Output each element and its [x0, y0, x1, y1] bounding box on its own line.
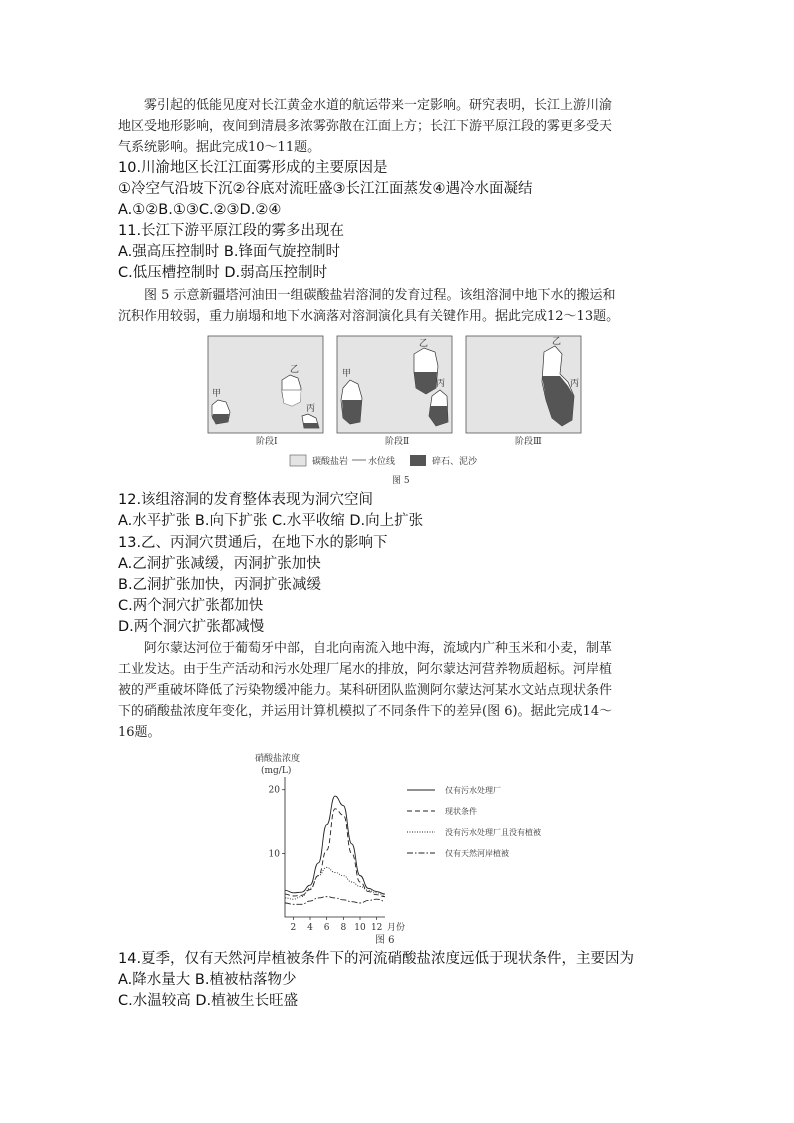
question-stem: 14.夏季，仅有天然河岸植被条件下的河流硝酸盐浓度远低于现状条件，主要因为 — [118, 951, 635, 967]
figure-6-nitrate-chart — [255, 745, 545, 945]
y-tick-label: 10 — [268, 849, 280, 860]
question-14 — [118, 949, 698, 1012]
intro-paragraph-fog — [118, 95, 688, 158]
question-option-b: B.乙洞扩张加快，丙洞扩张减缓 — [118, 577, 322, 593]
stage-3-label: 阶段Ⅲ — [515, 437, 542, 447]
question-option-c: C.两个洞穴扩张都加快 — [118, 598, 264, 614]
x-tick-label: 2 — [290, 923, 297, 933]
figure-5-caption: 图 5 — [392, 476, 410, 486]
question-items: ①冷空气沿坡下沉②谷底对流旺盛③长江江面蒸发④遇冷水面凝结 — [118, 181, 533, 197]
x-tick-label: 8 — [340, 923, 347, 933]
question-12 — [118, 490, 698, 532]
question-options: A.水平扩张 B.向下扩张 C.水平收缩 D.向上扩张 — [118, 513, 424, 529]
text-line: 沉积作用较弱，重力崩塌和地下水滴落对溶洞演化具有关键作用。据此完成12～13题。 — [118, 309, 620, 324]
question-options: A.强高压控制时 B.锋面气旋控制时 — [118, 244, 340, 260]
text-line: 地区受地形影响，夜间到清晨多浓雾弥散在江面上方；长江下游平原江段的雾更多受天 — [118, 119, 613, 134]
question-option-a: A.乙洞扩张减缓，丙洞扩张加快 — [118, 556, 321, 572]
chart-xlabel: 月份 — [387, 923, 406, 933]
label-yi: 乙 — [419, 339, 429, 349]
intro-paragraph-river — [118, 638, 688, 743]
label-bing: 丙 — [436, 379, 446, 389]
stage-1-panel — [208, 336, 323, 433]
legend-rock-label: 碳酸盐岩 — [312, 457, 349, 467]
question-options: C.水温较高 D.植被生长旺盛 — [118, 993, 299, 1009]
chart-ylabel: 硝酸盐浓度 — [255, 754, 301, 764]
legend-debris-label: 碎石、泥沙 — [432, 457, 478, 467]
question-13 — [118, 533, 698, 638]
question-options: A.降水量大 B.植被枯落物少 — [118, 972, 297, 988]
question-11 — [118, 221, 698, 284]
series-line-2 — [285, 809, 385, 897]
intro-paragraph-cave — [118, 285, 688, 327]
text-line: 阿尔蒙达河位于葡萄牙中部，自北向南流入地中海，流域内广种玉米和小麦，制革 — [144, 641, 613, 656]
legend-label: 现状条件 — [445, 807, 477, 816]
chart-plot-area — [269, 777, 405, 933]
label-bing: 丙 — [306, 404, 316, 414]
legend-debris-swatch — [410, 455, 426, 466]
text-line: 下的硝酸盐浓度年变化，并运用计算机模拟了不同条件下的差异(图 6)。据此完成14～ — [118, 704, 613, 719]
chart-axes — [285, 777, 385, 917]
question-options: C.低压槽控制时 D.弱高压控制时 — [118, 265, 328, 281]
stage-2-label: 阶段Ⅱ — [385, 437, 410, 447]
chart-caption: 图 6 — [375, 935, 395, 945]
text-line: 雾引起的低能见度对长江黄金水道的航运带来一定影响。研究表明，长江上游川渝 — [144, 98, 613, 113]
label-yi: 乙 — [290, 365, 300, 375]
legend-label: 仅有污水处理厂 — [445, 786, 501, 795]
legend-water-label: 水位线 — [368, 457, 396, 467]
text-line: 图 5 示意新疆塔河油田一组碳酸盐岩溶洞的发育过程。该组溶洞中地下水的搬运和 — [144, 288, 616, 303]
stage-2-panel — [337, 336, 452, 433]
series-line-4 — [285, 897, 385, 905]
figure-5-cave-diagram — [200, 330, 600, 490]
legend-label: 没有污水处理厂且没有植被 — [445, 828, 541, 837]
legend-rock-swatch — [290, 455, 306, 466]
question-stem: 13.乙、丙洞穴贯通后，在地下水的影响下 — [118, 535, 388, 551]
y-tick-label: 20 — [268, 785, 280, 796]
question-stem: 12.该组溶洞的发育整体表现为洞穴空间 — [118, 492, 374, 508]
x-tick-label: 4 — [307, 923, 313, 933]
question-option-d: D.两个洞穴扩张都减慢 — [118, 619, 265, 635]
label-jia: 甲 — [212, 389, 222, 399]
text-line: 被的严重破坏降低了污染物缓冲能力。某科研团队监测阿尔蒙达河某水文站点现状条件 — [118, 683, 613, 698]
chart-yunit: (mg/L) — [261, 766, 292, 776]
stage-1-label: 阶段Ⅰ — [256, 437, 278, 447]
text-line: 工业发达。由于生产活动和污水处理厂尾水的排放，阿尔蒙达河营养物质超标。河岸植 — [118, 662, 613, 677]
question-options: A.①②B.①③C.②③D.②④ — [118, 202, 282, 218]
question-stem: 10.川渝地区长江江面雾形成的主要原因是 — [118, 160, 388, 176]
question-stem: 11.长江下游平原江段的雾多出现在 — [118, 223, 345, 239]
label-bing: 丙 — [570, 379, 580, 389]
text-line: 气系统影响。据此完成10～11题。 — [118, 140, 321, 155]
stage-3-panel — [466, 336, 581, 433]
x-tick-label: 6 — [323, 923, 330, 933]
label-jia: 甲 — [342, 369, 352, 379]
x-tick-label: 12 — [370, 923, 383, 933]
chart-legend — [407, 785, 541, 858]
series-line-1 — [285, 796, 385, 894]
question-10 — [118, 158, 698, 221]
text-line: 16题。 — [118, 725, 161, 740]
x-tick-label: 10 — [354, 923, 366, 933]
label-yi: 乙 — [552, 337, 562, 347]
series-line-3 — [285, 867, 385, 899]
legend-label: 仅有天然河岸植被 — [445, 849, 509, 858]
